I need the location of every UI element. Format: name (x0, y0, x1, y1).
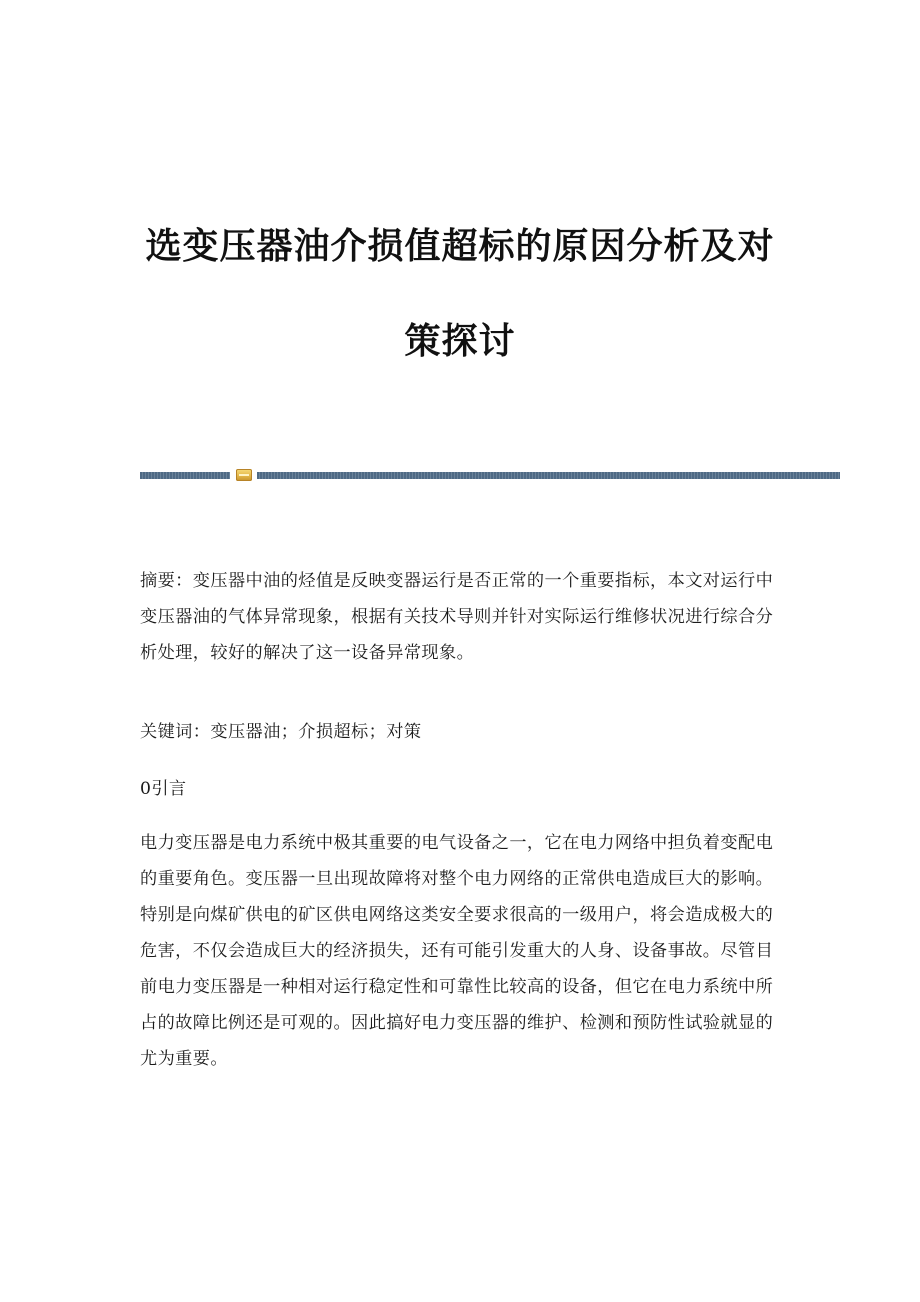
section-heading: 0引言 (140, 779, 187, 799)
divider-ornament-icon (236, 469, 252, 481)
keywords-line: 关键词：变压器油；介损超标；对策 (140, 722, 422, 742)
document-title-line-2: 策探讨 (404, 321, 516, 362)
document-title-line-1: 选变压器油介损值超标的原因分析及对 (145, 226, 775, 267)
divider-bar-left (140, 472, 230, 479)
intro-paragraph: 电力变压器是电力系统中极其重要的电气设备之一，它在电力网络中担负着变配电的重要角色。变压器一旦出现故障将对整个电力网络的正常供电造成巨大的影响。特别是向煤矿供电的矿区供电网络这类安全要求很高的一级用户，将会造成极大的危害，不仅会造成巨大的经济损失，还有可能引发重大的人身、设备事故。尽管目前电力变压器是一种相对运行稳定性和可靠性比较高的设备，但它在电力系统中所占的故障比例还是可观的。因此搞好电力变压器的维护、检测和预防性试验就显的尤为重要。 (140, 833, 774, 1069)
divider-bar-right (257, 472, 840, 479)
abstract-paragraph: 摘要：变压器中油的烃值是反映变器运行是否正常的一个重要指标，本文对运行中变压器油的气体异常现象，根据有关技术导则并针对实际运行维修状况进行综合分析处理，较好的解决了这一设备异常现象。 (140, 571, 774, 663)
title-divider (140, 468, 840, 482)
